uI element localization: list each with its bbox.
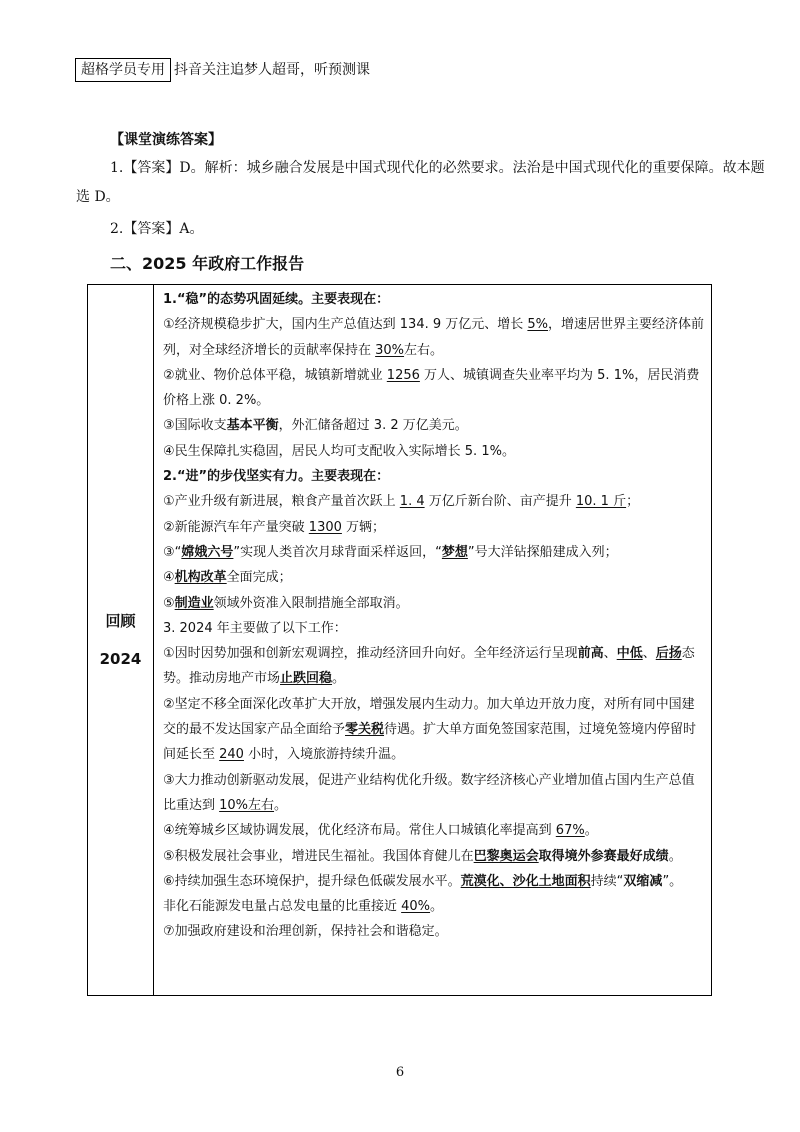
text-segment: 取得境外参赛最好成绩 bbox=[538, 848, 669, 864]
text-segment: 3. 2024 年主要做了以下工作： bbox=[163, 620, 347, 636]
underlined-text: 后扬 bbox=[655, 646, 682, 662]
content-line bbox=[163, 818, 705, 843]
underlined-text: 巴黎奥运会 bbox=[473, 848, 539, 864]
underlined-text: 40% bbox=[401, 899, 431, 915]
text-segment: 。 bbox=[430, 899, 444, 915]
content-line bbox=[163, 515, 705, 540]
underlined-text: 机构改革 bbox=[174, 570, 227, 586]
underlined-text: 5% bbox=[527, 317, 549, 333]
text-segment: ②坚定不移全面深化改革扩大开放，增强发展内生动力。加大单边开放力度，对所有同中国建 bbox=[163, 696, 695, 712]
text-segment: 万亿斤新台阶、亩产提升 bbox=[424, 494, 576, 510]
text-segment: 持续“ bbox=[590, 873, 624, 889]
answer-1-line-2: 选 D。 bbox=[76, 189, 120, 205]
text-segment: 、 bbox=[603, 646, 617, 662]
content-line bbox=[163, 439, 705, 464]
text-segment: ③“ bbox=[163, 544, 182, 560]
text-segment: 基本平衡 bbox=[226, 418, 279, 434]
content-line bbox=[163, 793, 705, 818]
header-text: 抖音关注追梦人超哥，听预测课 bbox=[174, 62, 370, 78]
underlined-text: 零关税 bbox=[345, 722, 385, 738]
underlined-text: 1. 4 bbox=[399, 494, 425, 510]
text-segment: 。 bbox=[332, 671, 346, 687]
content-line bbox=[163, 338, 705, 363]
text-segment: ； bbox=[626, 494, 640, 510]
underlined-text: 10. 1 斤 bbox=[575, 494, 627, 510]
text-segment: 、 bbox=[642, 646, 656, 662]
text-segment: 势。推动房地产市场 bbox=[163, 671, 281, 687]
text-segment: 价格上涨 0. 2%。 bbox=[163, 393, 270, 409]
content-line bbox=[163, 919, 705, 944]
underlined-text: 制造业 bbox=[174, 595, 214, 611]
text-segment: 交的最不发达国家产品全面给予 bbox=[163, 722, 346, 738]
text-segment: ⑥持续加强生态环境保护，提升绿色低碳发展水平。 bbox=[163, 873, 461, 889]
text-segment: ⑦加强政府建设和治理创新，保持社会和谐稳定。 bbox=[163, 924, 448, 940]
underlined-text: 荒漠化、沙化土地面积 bbox=[460, 873, 591, 889]
content-line bbox=[163, 717, 705, 742]
content-line bbox=[163, 591, 705, 616]
text-segment: ③国际收支 bbox=[163, 418, 227, 434]
text-segment: ⑤积极发展社会事业，增进民生福祉。我国体育健儿在 bbox=[163, 848, 474, 864]
text-segment: ①因时因势加强和创新宏观调控，推动经济回升向好。全年经济运行呈现 bbox=[163, 646, 578, 662]
content-line bbox=[163, 312, 705, 337]
text-segment: 全面完成； bbox=[226, 570, 292, 586]
text-segment: ①经济规模稳步扩大，国内生产总值达到 134. 9 万亿元、增长 bbox=[163, 317, 528, 333]
text-segment: 左右。 bbox=[404, 342, 444, 358]
text-segment: 前高 bbox=[577, 646, 604, 662]
text-segment: ③大力推动创新驱动发展，促进产业结构优化升级。数字经济核心产业增加值占国内生产总值 bbox=[163, 772, 695, 788]
content-line bbox=[163, 540, 705, 565]
text-segment: ，外汇储备超过 3. 2 万亿美元。 bbox=[278, 418, 468, 434]
underlined-text: 67% bbox=[555, 823, 585, 839]
content-line bbox=[163, 844, 705, 869]
text-segment: 2.“进”的步伐坚实有力。主要表现在： bbox=[163, 469, 390, 485]
text-segment: ”号大洋钻探船建成入列； bbox=[467, 544, 618, 560]
text-segment: 。 bbox=[584, 823, 598, 839]
text-segment: ④民生保障扎实稳固，居民人均可支配收入实际增长 5. 1%。 bbox=[163, 443, 515, 459]
underlined-text: 1256 bbox=[386, 367, 420, 383]
text-segment: 非化石能源发电量占总发电量的比重接近 bbox=[163, 899, 402, 915]
content-line bbox=[163, 489, 705, 514]
header-tag: 超格学员专用 bbox=[75, 58, 171, 82]
text-segment: 双缩减 bbox=[623, 873, 663, 889]
underlined-text: 嫦娥六号 bbox=[181, 544, 234, 560]
underlined-text: 梦想 bbox=[441, 544, 468, 560]
content-line bbox=[163, 894, 705, 919]
section-title: 二、2025 年政府工作报告 bbox=[110, 254, 305, 273]
content-line bbox=[163, 287, 705, 312]
text-segment: ②新能源汽车年产量突破 bbox=[163, 519, 309, 535]
underlined-text: 1300 bbox=[308, 519, 342, 535]
text-segment: 1.“稳”的态势巩固延续。主要表现在： bbox=[163, 292, 390, 307]
report-table bbox=[87, 284, 712, 996]
content-line bbox=[163, 768, 705, 793]
content-line bbox=[163, 666, 705, 691]
content-line bbox=[163, 692, 705, 717]
content-line bbox=[163, 363, 705, 388]
row-label-line-1: 回顾 bbox=[105, 612, 136, 630]
content-line bbox=[163, 616, 705, 641]
content-line bbox=[163, 742, 705, 767]
row-label-line-2: 2024 bbox=[99, 650, 142, 668]
text-segment: 万辆； bbox=[341, 519, 386, 535]
content-line bbox=[163, 869, 705, 894]
text-segment: 领域外资准入限制措施全部取消。 bbox=[213, 595, 409, 611]
text-segment: 。 bbox=[668, 848, 682, 864]
answer-1-line-1: 1.【答案】D。解析：城乡融合发展是中国式现代化的必然要求。法治是中国式现代化的重要保障。故本题 bbox=[110, 160, 765, 176]
underlined-text: 240 bbox=[219, 747, 244, 763]
page-number: 6 bbox=[395, 1065, 405, 1080]
text-segment: 小时，入境旅游持续升温。 bbox=[243, 747, 405, 763]
content-line bbox=[163, 388, 705, 413]
header bbox=[75, 58, 370, 82]
text-segment: ①产业升级有新进展，粮食产量首次跃上 bbox=[163, 494, 400, 510]
content-line bbox=[163, 641, 705, 666]
text-segment: 列，对全球经济增长的贡献率保持在 bbox=[163, 342, 376, 358]
text-segment: ⑤ bbox=[163, 595, 175, 611]
underlined-text: 止跌回稳 bbox=[280, 671, 333, 687]
content-lines bbox=[163, 287, 705, 945]
content-line bbox=[163, 413, 705, 438]
text-segment: ②就业、物价总体平稳，城镇新增就业 bbox=[163, 367, 387, 383]
text-segment: 待遇。扩大单方面免签国家范围，过境免签境内停留时 bbox=[384, 722, 697, 738]
content-line bbox=[163, 565, 705, 590]
content-line bbox=[163, 464, 705, 489]
text-segment: ”实现人类首次月球背面采样返回，“ bbox=[233, 544, 442, 560]
text-segment: 万人、城镇调查失业率平均为 5. 1%，居民消费 bbox=[419, 367, 700, 383]
underlined-text: 中低 bbox=[616, 646, 643, 662]
text-segment: 。 bbox=[274, 797, 288, 813]
text-segment: 比重达到 bbox=[163, 797, 220, 813]
underlined-text: 10%左右 bbox=[219, 797, 275, 813]
text-segment: ④统筹城乡区域协调发展，优化经济布局。常住人口城镇化率提高到 bbox=[163, 823, 556, 839]
text-segment: 间延长至 bbox=[163, 747, 220, 763]
answers-title: 【课堂演练答案】 bbox=[110, 132, 222, 148]
text-segment: 态 bbox=[681, 646, 695, 662]
text-segment: ④ bbox=[163, 570, 175, 586]
row-label-cell bbox=[88, 285, 154, 996]
text-segment: ，增速居世界主要经济体前 bbox=[548, 317, 705, 333]
underlined-text: 30% bbox=[375, 342, 405, 358]
text-segment: ”。 bbox=[662, 873, 683, 889]
content-cell bbox=[154, 285, 712, 996]
answer-2: 2.【答案】A。 bbox=[110, 221, 204, 237]
